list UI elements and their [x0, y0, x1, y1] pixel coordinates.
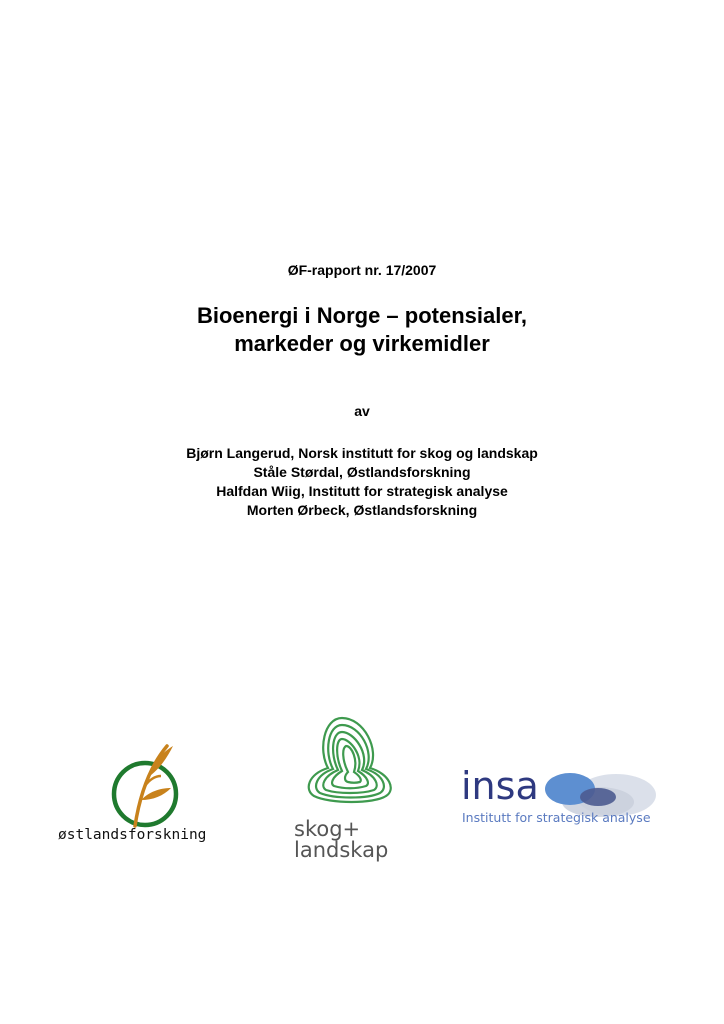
author-list — [0, 444, 724, 520]
ostlandsforskning-name: østlandsforskning — [58, 827, 207, 843]
skog-landskap-logo — [290, 714, 420, 869]
report-title — [0, 302, 724, 358]
by-label: av — [354, 403, 370, 419]
insa-subtitle: Institutt for strategisk analyse — [462, 810, 651, 825]
report-number: ØF-rapport nr. 17/2007 — [287, 262, 437, 278]
author-2: Ståle Størdal, Østlandsforskning — [253, 464, 471, 480]
landskap-word: landskap — [294, 838, 389, 862]
ostlandsforskning-emblem-icon — [55, 740, 235, 830]
skog-landskap-tree-icon — [290, 714, 420, 814]
author-3: Halfdan Wiig, Institutt for strategisk analyse — [216, 483, 508, 499]
insa-brand: insa — [461, 764, 539, 808]
title-line-1: Bioenergi i Norge – potensialer, — [196, 303, 528, 328]
author-4: Morten Ørbeck, Østlandsforskning — [246, 502, 478, 518]
title-line-2: markeder og virkemidler — [234, 331, 490, 356]
insa-logo — [460, 765, 670, 835]
author-1: Bjørn Langerud, Norsk institutt for skog og landskap — [186, 445, 538, 461]
skog-word: skog+ — [294, 817, 361, 841]
ostlandsforskning-logo — [55, 740, 235, 852]
